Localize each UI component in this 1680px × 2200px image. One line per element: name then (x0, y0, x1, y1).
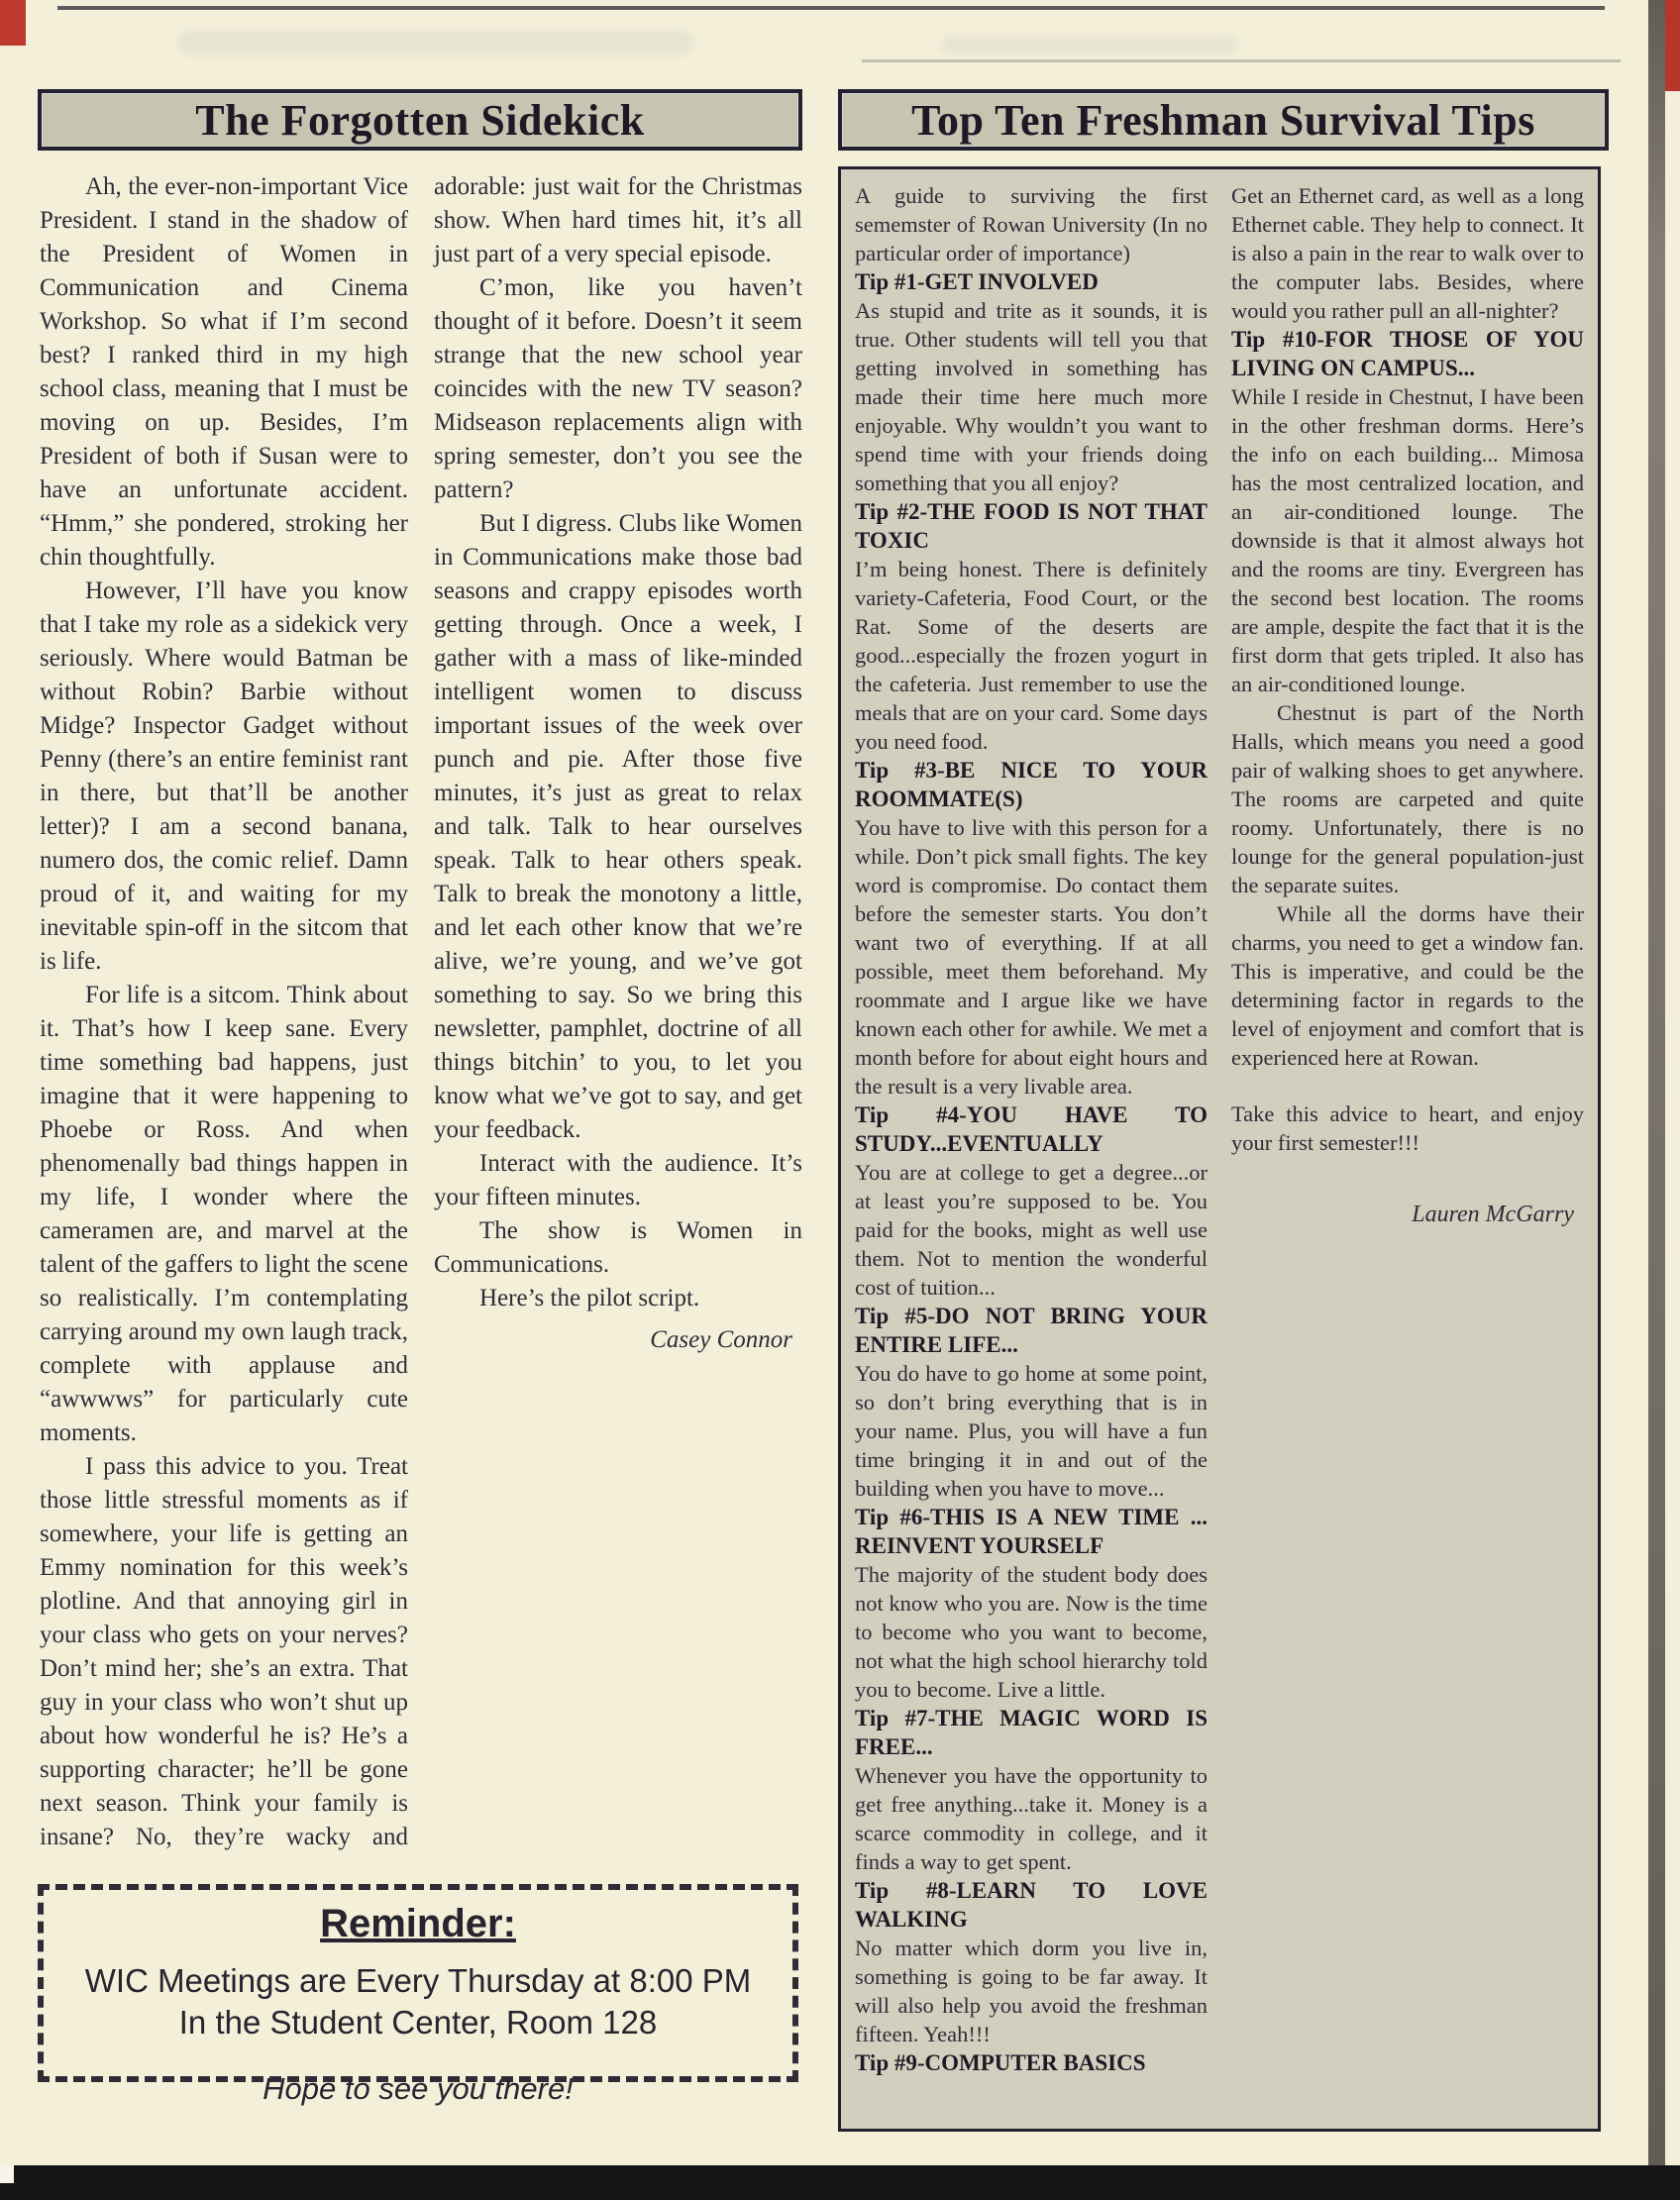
scan-ghost-text-smudge (941, 36, 1238, 53)
reminder-meeting-line: WIC Meetings are Every Thursday at 8:00 PM (84, 1962, 752, 1999)
left-paragraph-7: Interact with the audience. It’s your fifteen minutes. (434, 1150, 802, 1210)
tip-1-body: As stupid and trite as it sounds, it is true. Other students will tell you that getting involved in something has made their time here much more enjoyable. Why wouldn’t you want to spend time with your friends doing something that you all enjoy? (855, 298, 1208, 495)
tip-5-heading: Tip #5-DO NOT BRING YOUR ENTIRE LIFE... (855, 1304, 1208, 1357)
reminder-title: Reminder: (320, 1902, 516, 1945)
scan-edge-line-top (57, 6, 1605, 10)
reminder-note: Hope to see you there! (262, 2071, 574, 2106)
right-article-closing: Take this advice to heart, and enjoy your first semester!!! (1231, 1101, 1584, 1155)
tip-10-heading: Tip #10-FOR THOSE OF YOU LIVING ON CAMPUS... (1231, 327, 1584, 380)
left-paragraph-3: For life is a sitcom. Think about it. That’s how I keep sane. Every time something bad happens, just imagine that it were happening to Phoebe or Ross. And when phenomenally bad things happen in my life, I wonder where the cameramen are, and marvel at the talent of the gaffers to light the scene so realistically. I’m contemplating carrying around my own laugh track, complete with applause and “awwwws” for particularly cute moments. (40, 982, 408, 1446)
tip-6-heading: Tip #6-THIS IS A NEW TIME ... REINVENT YOURSELF (855, 1505, 1208, 1558)
tip-3-body: You have to live with this person for a while. Don’t pick small fights. The key word is compromise. Do contact them before the semester starts. You don’t want two of everything. If at all possible, meet them beforehand. My roommate and I argue like we have known each other for awhile. We met a month before for about eight hours and the result is a very livable area. (855, 815, 1208, 1099)
tip-7-heading: Tip #7-THE MAGIC WORD IS FREE... (855, 1706, 1208, 1759)
tip-9-heading: Tip #9-COMPUTER BASICS (855, 2050, 1146, 2075)
tip-2-body: I’m being honest. There is definitely variety-Cafeteria, Food Court, or the Rat. Some of the deserts are good...especially the frozen yogurt in the cafeteria. Just remember to use the meals that are on your card. Some days you need food. (855, 557, 1208, 754)
tip-1-heading: Tip #1-GET INVOLVED (855, 269, 1099, 294)
tip-9-body: Get an Ethernet card, as well as a long Ethernet cable. They help to connect. It is also a pain in the rear to walk over to the computer labs. Besides, where would you rather pull an all-nighter? (1231, 183, 1584, 323)
left-paragraph-9: Here’s the pilot script. (479, 1285, 700, 1311)
scan-red-mark-top-right (1665, 0, 1680, 91)
left-paragraph-4: I pass this advice to you. Treat those little stressful moments as if somewhere, your life is getting an Emmy nomination for this week’s plotline. And that annoying girl in your class who gets on your nerves? Don’t mind her; she’s an extra. That guy in your class who won’t shut up about how wonderful he is? He’s a supporting character; he’ll be gone next season. Think your family is insane? No, they’re wacky and adorable: just wait for the Christmas show. When hard times hit, it’s all just part of a very special episode. (40, 173, 802, 1850)
right-article-box (838, 166, 1601, 2132)
scan-black-bar-bottom (0, 2165, 1680, 2200)
left-paragraph-1: Ah, the ever-non-important Vice President. I stand in the shadow of the President of Women in Communication and Cinema Workshop. So what if I’m second best? I ranked third in my high school class, meaning that I must be moving on up. Besides, I’m President of both if Susan were to have an unfortunate accident. “Hmm,” she pondered, stroking her chin thoughtfully. (40, 173, 408, 571)
left-article-signature: Casey Connor (650, 1326, 792, 1353)
right-article-signature: Lauren McGarry (1412, 1202, 1574, 1227)
tip-8-body: No matter which dorm you live in, something is going to be far away. It will also help you avoid the freshman fifteen. Yeah!!! (855, 1936, 1208, 2046)
left-paragraph-6: But I digress. Clubs like Women in Communications make those bad seasons and crappy episodes worth getting through. Once a week, I gather with a mass of like-minded intelligent women to discuss important issues of the week over punch and pie. After those five minutes, it’s just as great to relax and talk. Talk to hear ourselves speak. Talk to hear others speak. Talk to break the monotony a little, and let each other know that we’re alive, we’re young, and we’ve got something to say. So we bring this newsletter, pamphlet, doctrine of all things bitchin’ to you, to let you know what we’ve got to say, and get your feedback. (434, 510, 802, 1143)
tip-10-body-2: Chestnut is part of the North Halls, which means you need a good pair of walking shoes to get anywhere. The rooms are carpeted and quite roomy. Unfortunately, there is no lounge for the general population-just the separate suites. (1231, 700, 1584, 897)
right-article-title: Top Ten Freshman Survival Tips (911, 95, 1535, 145)
scan-white-notch (0, 2165, 14, 2183)
tip-10-body-3: While all the dorms have their charms, you need to get a window fan. This is imperative, and could be the determining factor in regards to the level of enjoyment and comfort that is experienced here at Rowan. (1231, 901, 1584, 1070)
right-article-intro: A guide to surviving the first sememster of Rowan University (In no particular order of importance) (855, 183, 1208, 265)
scan-shadow-right-edge (1648, 0, 1665, 2165)
left-article-body (40, 170, 802, 1866)
tip-7-body: Whenever you have the opportunity to get free anything...take it. Money is a scarce commodity in college, and it finds a way to get spent. (855, 1763, 1208, 1874)
tip-5-body: You do have to go home at some point, so don’t bring everything that is in your name. Plus, you will have a fun time bringing it in and out of the building when you have to move... (855, 1361, 1208, 1501)
right-article-header (838, 89, 1609, 151)
tip-4-heading: Tip #4-YOU HAVE TO STUDY...EVENTUALLY (855, 1102, 1208, 1156)
left-paragraph-2: However, I’ll have you know that I take my role as a sidekick very seriously. Where would Batman be without Robin? Barbie without Midge? Inspector Gadget without Penny (there’s an entire feminist rant in there, but that’ll be another letter)? I am a second banana, numero dos, the comic relief. Damn proud of it, and waiting for my inevitable spin-off in the sitcom that is life. (40, 577, 408, 975)
scan-ghost-line (862, 59, 1621, 62)
left-article-title: The Forgotten Sidekick (195, 95, 645, 145)
tip-4-body: You are at college to get a degree...or at least you’re supposed to be. You paid for the books, might as well use them. Not to mention the wonderful cost of tuition... (855, 1160, 1208, 1300)
right-article-body (855, 181, 1584, 2117)
tip-3-heading: Tip #3-BE NICE TO YOUR ROOMMATE(S) (855, 758, 1208, 811)
tip-8-heading: Tip #8-LEARN TO LOVE WALKING (855, 1878, 1208, 1932)
scan-red-mark-top-left (0, 0, 26, 46)
tip-10-body-1: While I reside in Chestnut, I have been in the other freshman dorms. Here’s the info on each building... Mimosa has the most centralized location, and an air-conditioned lounge. The downside is that it almost always hot and the rooms are tiny. Evergreen has the second best location. The rooms are ample, despite the fact that it is the first dorm that gets tripled. It also has an air-conditioned lounge. (1231, 384, 1584, 696)
tip-6-body: The majority of the student body does not know who you are. Now is the time to become who you want to become, not what the high school hierarchy told you to become. Live a little. (855, 1562, 1208, 1702)
left-article-header (38, 89, 802, 151)
scan-ghost-text-smudge (178, 30, 693, 55)
reminder-location-line: In the Student Center, Room 128 (178, 2004, 658, 2041)
reminder-box (38, 1884, 798, 2106)
left-paragraph-8: The show is Women in Communications. (434, 1217, 802, 1278)
tip-2-heading: Tip #2-THE FOOD IS NOT THAT TOXIC (855, 499, 1208, 553)
left-paragraph-5: C’mon, like you haven’t thought of it before. Doesn’t it seem strange that the new school year coincides with the new TV season? Midseason replacements align with spring semester, don’t you see the pattern? (434, 274, 802, 503)
